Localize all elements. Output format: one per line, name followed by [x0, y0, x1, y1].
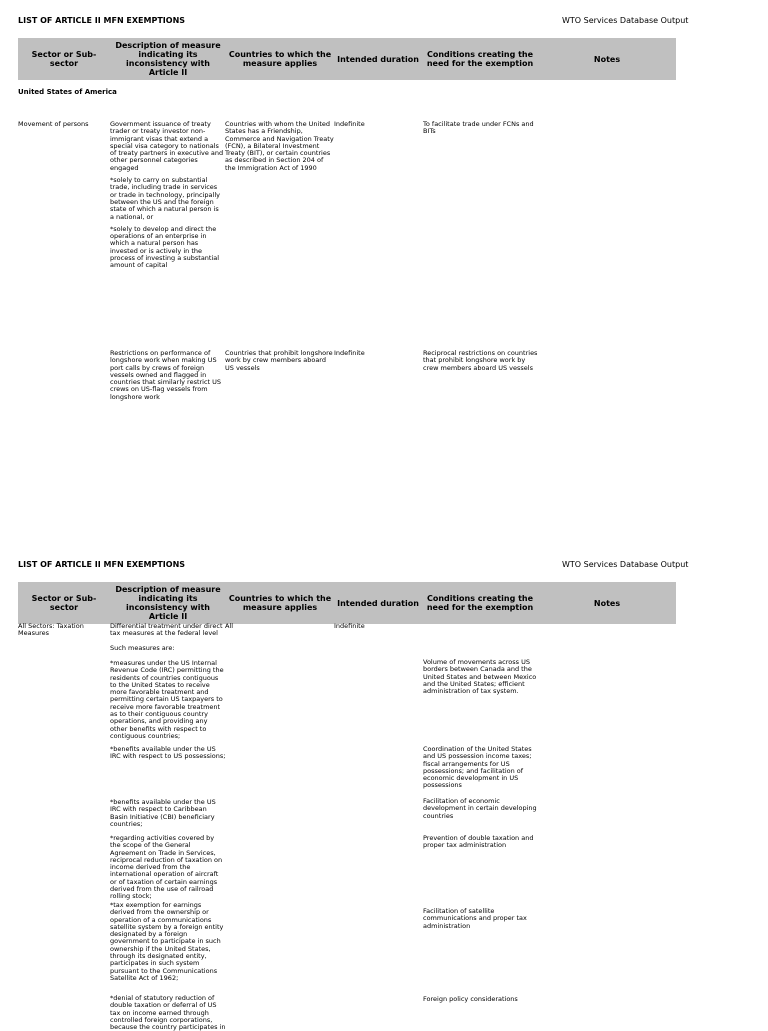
measure-description: *tax exemption for earnings derived from the ownership or operation of a communications satellite system by a foreign entity designated by a foreign government to participate in such ownership if the United States, through its designated entity, participates in such system pursuant to the Communications Satellite Act of 1962; — [110, 901, 224, 982]
header-description: Description of measure indicating its inconsistency with Article II — [115, 41, 221, 77]
header-duration: Intended duration — [337, 598, 419, 608]
header-conditions: Conditions creating the need for the exemption — [426, 50, 534, 68]
row1-description — [110, 121, 224, 275]
row1-description-para: Government issuance of treaty trader or treaty investor non-immigrant visas that extend a special visa category to nationals of treaty partners in executive and other personnel categories engaged — [110, 120, 224, 172]
row1-duration: Indefinite — [334, 120, 365, 128]
tax-countries: All — [225, 622, 234, 630]
tax-duration: Indefinite — [334, 622, 365, 630]
header-notes: Notes — [593, 54, 621, 64]
measure-condition: Facilitation of economic development in certain developing countries — [423, 797, 537, 820]
header-sector: Sector or Sub-sector — [31, 594, 97, 612]
header-sector: Sector or Sub-sector — [31, 50, 97, 68]
row2-duration: Indefinite — [334, 349, 365, 357]
row1-description-para: *solely to carry on substantial trade, including trade in services or trade in technology, principally between the US and the foreign state of which a natural person is a national, or — [110, 176, 220, 221]
measure-description: *benefits available under the US IRC with respect to Caribbean Basin Initiative (CBI) beneficiary countries; — [110, 798, 216, 828]
tax-lead-description: Differential treatment under direct tax measures at the federal level — [110, 622, 223, 638]
row2-countries: Countries that prohibit longshore work by crew members aboard US vessels — [225, 349, 333, 372]
measure-condition: Facilitation of satellite communications and proper tax administration — [423, 907, 527, 930]
row1-conditions: To facilitate trade under FCNs and BITs — [423, 120, 534, 136]
measure-condition: Coordination of the United States and US possession income taxes; fiscal arrangements for US possessions; and facilitation of economic development in US possessions — [423, 745, 532, 790]
row2-conditions: Reciprocal restrictions on countries that prohibit longshore work by crew members aboard US vessels — [423, 349, 538, 372]
page1-title: LIST OF ARTICLE II MFN EXEMPTIONS — [18, 16, 186, 25]
row1-sector: Movement of persons — [18, 120, 89, 128]
measure-description: *measures under the US Internal Revenue Code (IRC) permitting the residents of countries contiguous to the United States to receive more favorable treatment and permitting certain US taxpayers to receive more favorable treatment as to their contiguous country operations, and providing any other benefits with respect to contiguous countries; — [110, 659, 224, 740]
header-notes: Notes — [593, 598, 621, 608]
tax-sector: All Sectors: Taxation Measures — [18, 622, 84, 638]
header-conditions: Conditions creating the need for the exemption — [426, 594, 534, 612]
row2-description: Restrictions on performance of longshore work when making US port calls by crews of foreign vessels owned and flagged in countries that similarly restrict US crews on US-flag vessels from longshore work — [110, 349, 222, 401]
tax-intro: Such measures are: — [110, 644, 175, 652]
row1-countries: Countries with whom the United States has a Friendship, Commerce and Navigation Treaty (FCN), a Bilateral Investment Treaty (BIT), or certain countries as described in Section 204 of the Immigration Act of 1990 — [225, 120, 334, 172]
country-label: United States of America — [18, 88, 117, 96]
header-countries: Countries to which the measure applies — [228, 594, 332, 612]
measure-description: *denial of statutory reduction of double taxation or deferral of US tax on income earned through controlled foreign corporations, because the country participates in — [110, 994, 226, 1031]
measure-condition: Foreign policy considerations — [423, 995, 518, 1003]
page1-source: WTO Services Database Output — [562, 16, 689, 25]
header-description: Description of measure indicating its inconsistency with Article II — [115, 585, 221, 621]
page2-source: WTO Services Database Output — [562, 560, 689, 569]
header-countries: Countries to which the measure applies — [228, 50, 332, 68]
measure-description: *benefits available under the US IRC with respect to US possessions; — [110, 745, 226, 761]
measure-description: *regarding activities covered by the scope of the General Agreement on Trade in Services, reciprocal reduction of taxation on income derived from the international operation of aircraft or of taxation of certain earnings derived from the use of railroad rolling stock; — [110, 834, 223, 901]
measure-condition: Volume of movements across US borders between Canada and the United States and between Mexico and the United States; efficient administration of tax system. — [423, 658, 537, 696]
page2-title: LIST OF ARTICLE II MFN EXEMPTIONS — [18, 560, 186, 569]
page2-table-header — [18, 582, 676, 624]
page1-table-header — [18, 38, 676, 80]
row1-description-para: *solely to develop and direct the operations of an enterprise in which a natural person has invested or is actively in the process of investing a substantial amount of capital — [110, 224, 220, 270]
measure-condition: Prevention of double taxation and proper tax administration — [423, 834, 534, 850]
header-duration: Intended duration — [337, 54, 419, 64]
